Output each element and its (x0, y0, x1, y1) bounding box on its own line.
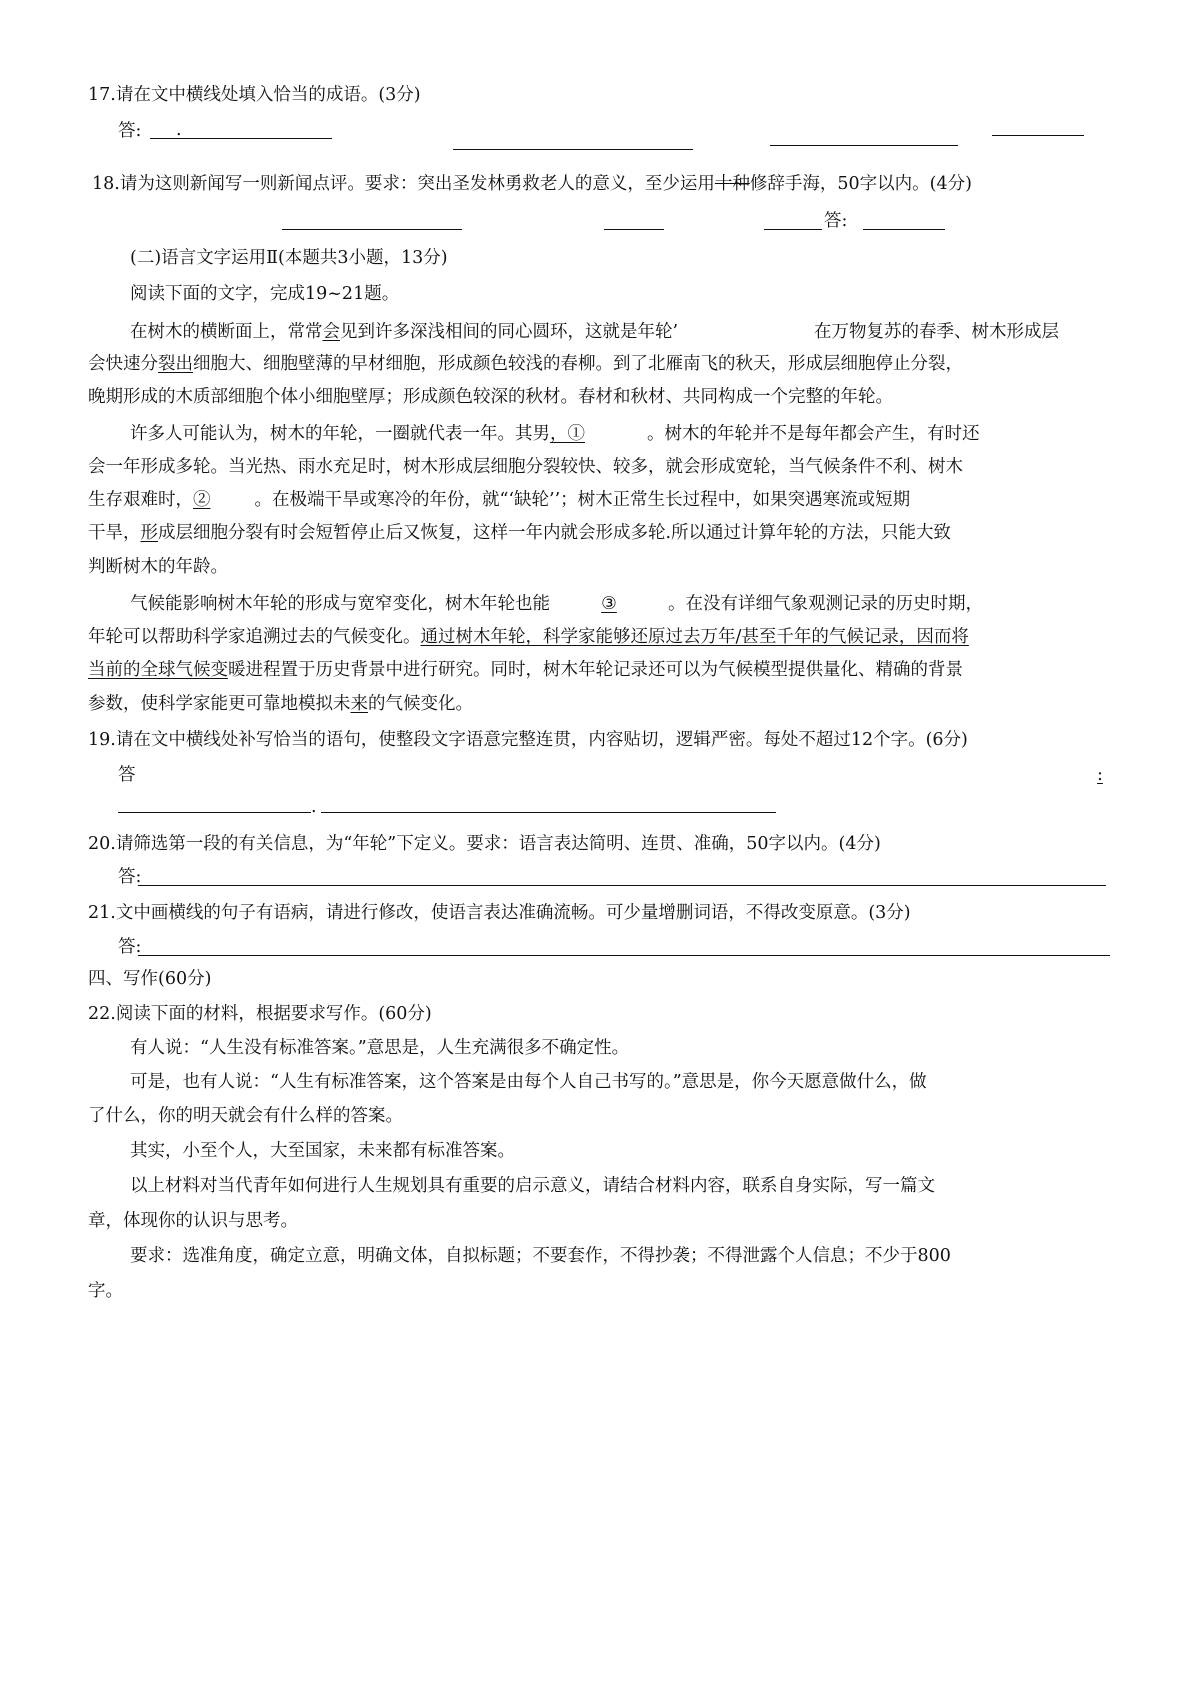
text-run: 成层细胞分裂有时会短暂停止后又恢复，这样一年内就会形成多轮.所以通过计算年轮的方法，只能大致 (158, 523, 952, 543)
text-run: 细胞大、细胞壁薄的早材细胞，形成颜色较浅的春柳。到了北雁南飞的秋天，形成层细胞停止分裂， (193, 354, 963, 374)
text-run: 干旱， (88, 523, 141, 543)
text-run: 年轮可以帮助科学家追溯过去的气候变化。 (88, 627, 421, 647)
q22-material-2-line1: 可是，也有人说：“人生有标准答案，这个答案是由每个人自己书写的。”意思是，你今天愿意做什么，做 (130, 1072, 927, 1092)
q20-answer-label: 答: (118, 867, 142, 887)
text-run: 会快速分 (88, 354, 158, 374)
blank-marker-3: ③ (601, 594, 617, 614)
section2-instruction: 阅读下面的文字，完成19~21题。 (130, 284, 400, 304)
text-run: 。树木的年轮并不是每年都会产生，有时还 (647, 424, 980, 444)
q18-prompt-b: 修辞手海，50字以内。(4分) (749, 174, 972, 194)
q18-prompt-struck: 十种 (714, 174, 750, 194)
passage-p3-line2 (88, 626, 969, 648)
faulty-sentence-underline: 通过树木年轮，科学家能够还原过去万年/甚至千年的气候记录，因而将 (420, 627, 969, 647)
passage-p2-line1 (130, 423, 980, 445)
passage-p1-line1-tail: 在万物复苏的春季、树木形成层 (814, 322, 1059, 342)
text-run: 。在没有详细气象观测记录的历史时期， (668, 594, 983, 614)
q17-answer-label: 答: (118, 121, 142, 141)
text-run: 生存艰难时， (88, 490, 193, 510)
text-run: 的气候变化。 (368, 694, 473, 714)
underlined-run: 形 (140, 523, 158, 543)
q21-prompt: 21.文中画横线的句子有语病，请进行修改，使语言表达准确流畅。可少量增删词语，不得改变原意。(3分) (88, 903, 911, 923)
q18-blank-3[interactable] (764, 229, 822, 230)
passage-p2-line4 (88, 522, 951, 544)
q19-blank-2[interactable] (321, 812, 776, 813)
q22-requirements-line1: 要求：选准角度，确定立意，明确文体，自拟标题；不要套作，不得抄袭；不得泄露个人信息；不少于800 (130, 1246, 951, 1266)
q20-prompt: 20.请筛选第一段的有关信息，为“年轮”下定义。要求：语言表达简明、连贯、准确，50字以内。(4分) (88, 834, 881, 854)
passage-p3-line3 (88, 659, 963, 681)
faulty-sentence-underline: 当前的全球气候变 (88, 660, 228, 680)
passage-p3-line4 (88, 693, 473, 715)
text-run: 气候能影响树木年轮的形成与宽窄变化，树木年轮也能 (130, 594, 550, 614)
q17-blank-2[interactable] (453, 149, 693, 150)
text-run: 在树木的横断面上，常常 (130, 322, 323, 342)
q18-answer-blank[interactable] (863, 229, 945, 230)
q19-blank-1[interactable] (118, 812, 311, 813)
q18-blank-2[interactable] (604, 229, 664, 230)
passage-p2-line5: 判断树木的年龄。 (88, 557, 228, 577)
q20-answer-blank[interactable] (138, 885, 1106, 886)
q19-colon: : (1097, 765, 1103, 785)
q22-requirements-line2: 字。 (88, 1281, 123, 1301)
q18-prompt (92, 173, 972, 195)
q22-material-1: 有人说：“人生没有标准答案。”意思是，人生充满很多不确定性。 (130, 1038, 630, 1058)
q18-prompt-a: 18.请为这则新闻写一则新闻点评。要求：突出圣发林勇救老人的意义，至少运用 (92, 174, 715, 194)
q17-blank-3[interactable] (770, 145, 958, 146)
blank-marker-2: ② (193, 490, 211, 510)
q19-answer-label: 答 (118, 765, 136, 785)
q17-blank-1[interactable] (150, 138, 332, 139)
section4-title: 四、写作(60分) (88, 969, 212, 989)
q22-material-4-line2: 章，体现你的认识与思考。 (88, 1211, 298, 1231)
underlined-run: 会 (322, 322, 340, 342)
section2-title: (二)语言文字运用Ⅱ(本题共3小题，13分) (130, 248, 448, 268)
q21-answer-blank[interactable] (138, 955, 1110, 956)
underlined-run: 裂出 (158, 354, 193, 374)
q22-material-3: 其实，小至个人，大至国家，未来都有标准答案。 (130, 1141, 515, 1161)
passage-p1-line2 (88, 353, 963, 375)
q22-prompt: 22.阅读下面的材料，根据要求写作。(60分) (88, 1004, 432, 1024)
q17-blank-4[interactable] (992, 135, 1084, 136)
text-run: 参数，使科学家能更可靠地模拟未 (88, 694, 351, 714)
q19-mark: . (311, 797, 317, 817)
q18-answer-label: 答: (824, 211, 848, 231)
text-run: 暖进程置于历史背景中进行研究。同时，树木年轮记录还可以为气候模型提供量化、精确的背景 (228, 660, 963, 680)
passage-p2-line3 (88, 489, 910, 511)
passage-p1-line3: 晚期形成的木质部细胞个体小细胞壁厚；形成颜色较深的秋材。春材和秋材、共同构成一个完整的年轮。 (88, 387, 893, 407)
q19-prompt: 19.请在文中横线处补写恰当的语句，使整段文字语意完整连贯，内容贴切，逻辑严密。每处不超过12个字。(6分) (88, 730, 968, 750)
q18-blank-1[interactable] (282, 229, 462, 230)
q17-answer-mark: . (176, 120, 182, 140)
passage-p2-line2: 会一年形成多轮。当光热、雨水充足时，树木形成层细胞分裂较快、较多，就会形成宽轮，当气候条件不利、树木 (88, 457, 963, 477)
q17-prompt: 17.请在文中横线处填入恰当的成语。(3分) (88, 85, 421, 105)
text-run: 见到许多深浅相间的同心圆环，这就是年轮’ (340, 322, 679, 342)
passage-p1-line1 (130, 321, 678, 343)
q21-answer-label: 答: (118, 937, 142, 957)
text-run: 许多人可能认为，树木的年轮，一圈就代表一年。其男 (130, 424, 550, 444)
passage-p3-line1 (130, 593, 983, 615)
blank-marker-1: ，① (550, 424, 585, 444)
q22-material-2-line2: 了什么，你的明天就会有什么样的答案。 (88, 1106, 403, 1126)
underlined-run: 来 (350, 694, 368, 714)
text-run: 。在极端干旱或寒冷的年份，就“‘缺轮’’；树木正常生长过程中，如果突遇寒流或短期 (254, 490, 911, 510)
q22-material-4-line1: 以上材料对当代青年如何进行人生规划具有重要的启示意义，请结合材料内容，联系自身实际，写一篇文 (130, 1176, 935, 1196)
